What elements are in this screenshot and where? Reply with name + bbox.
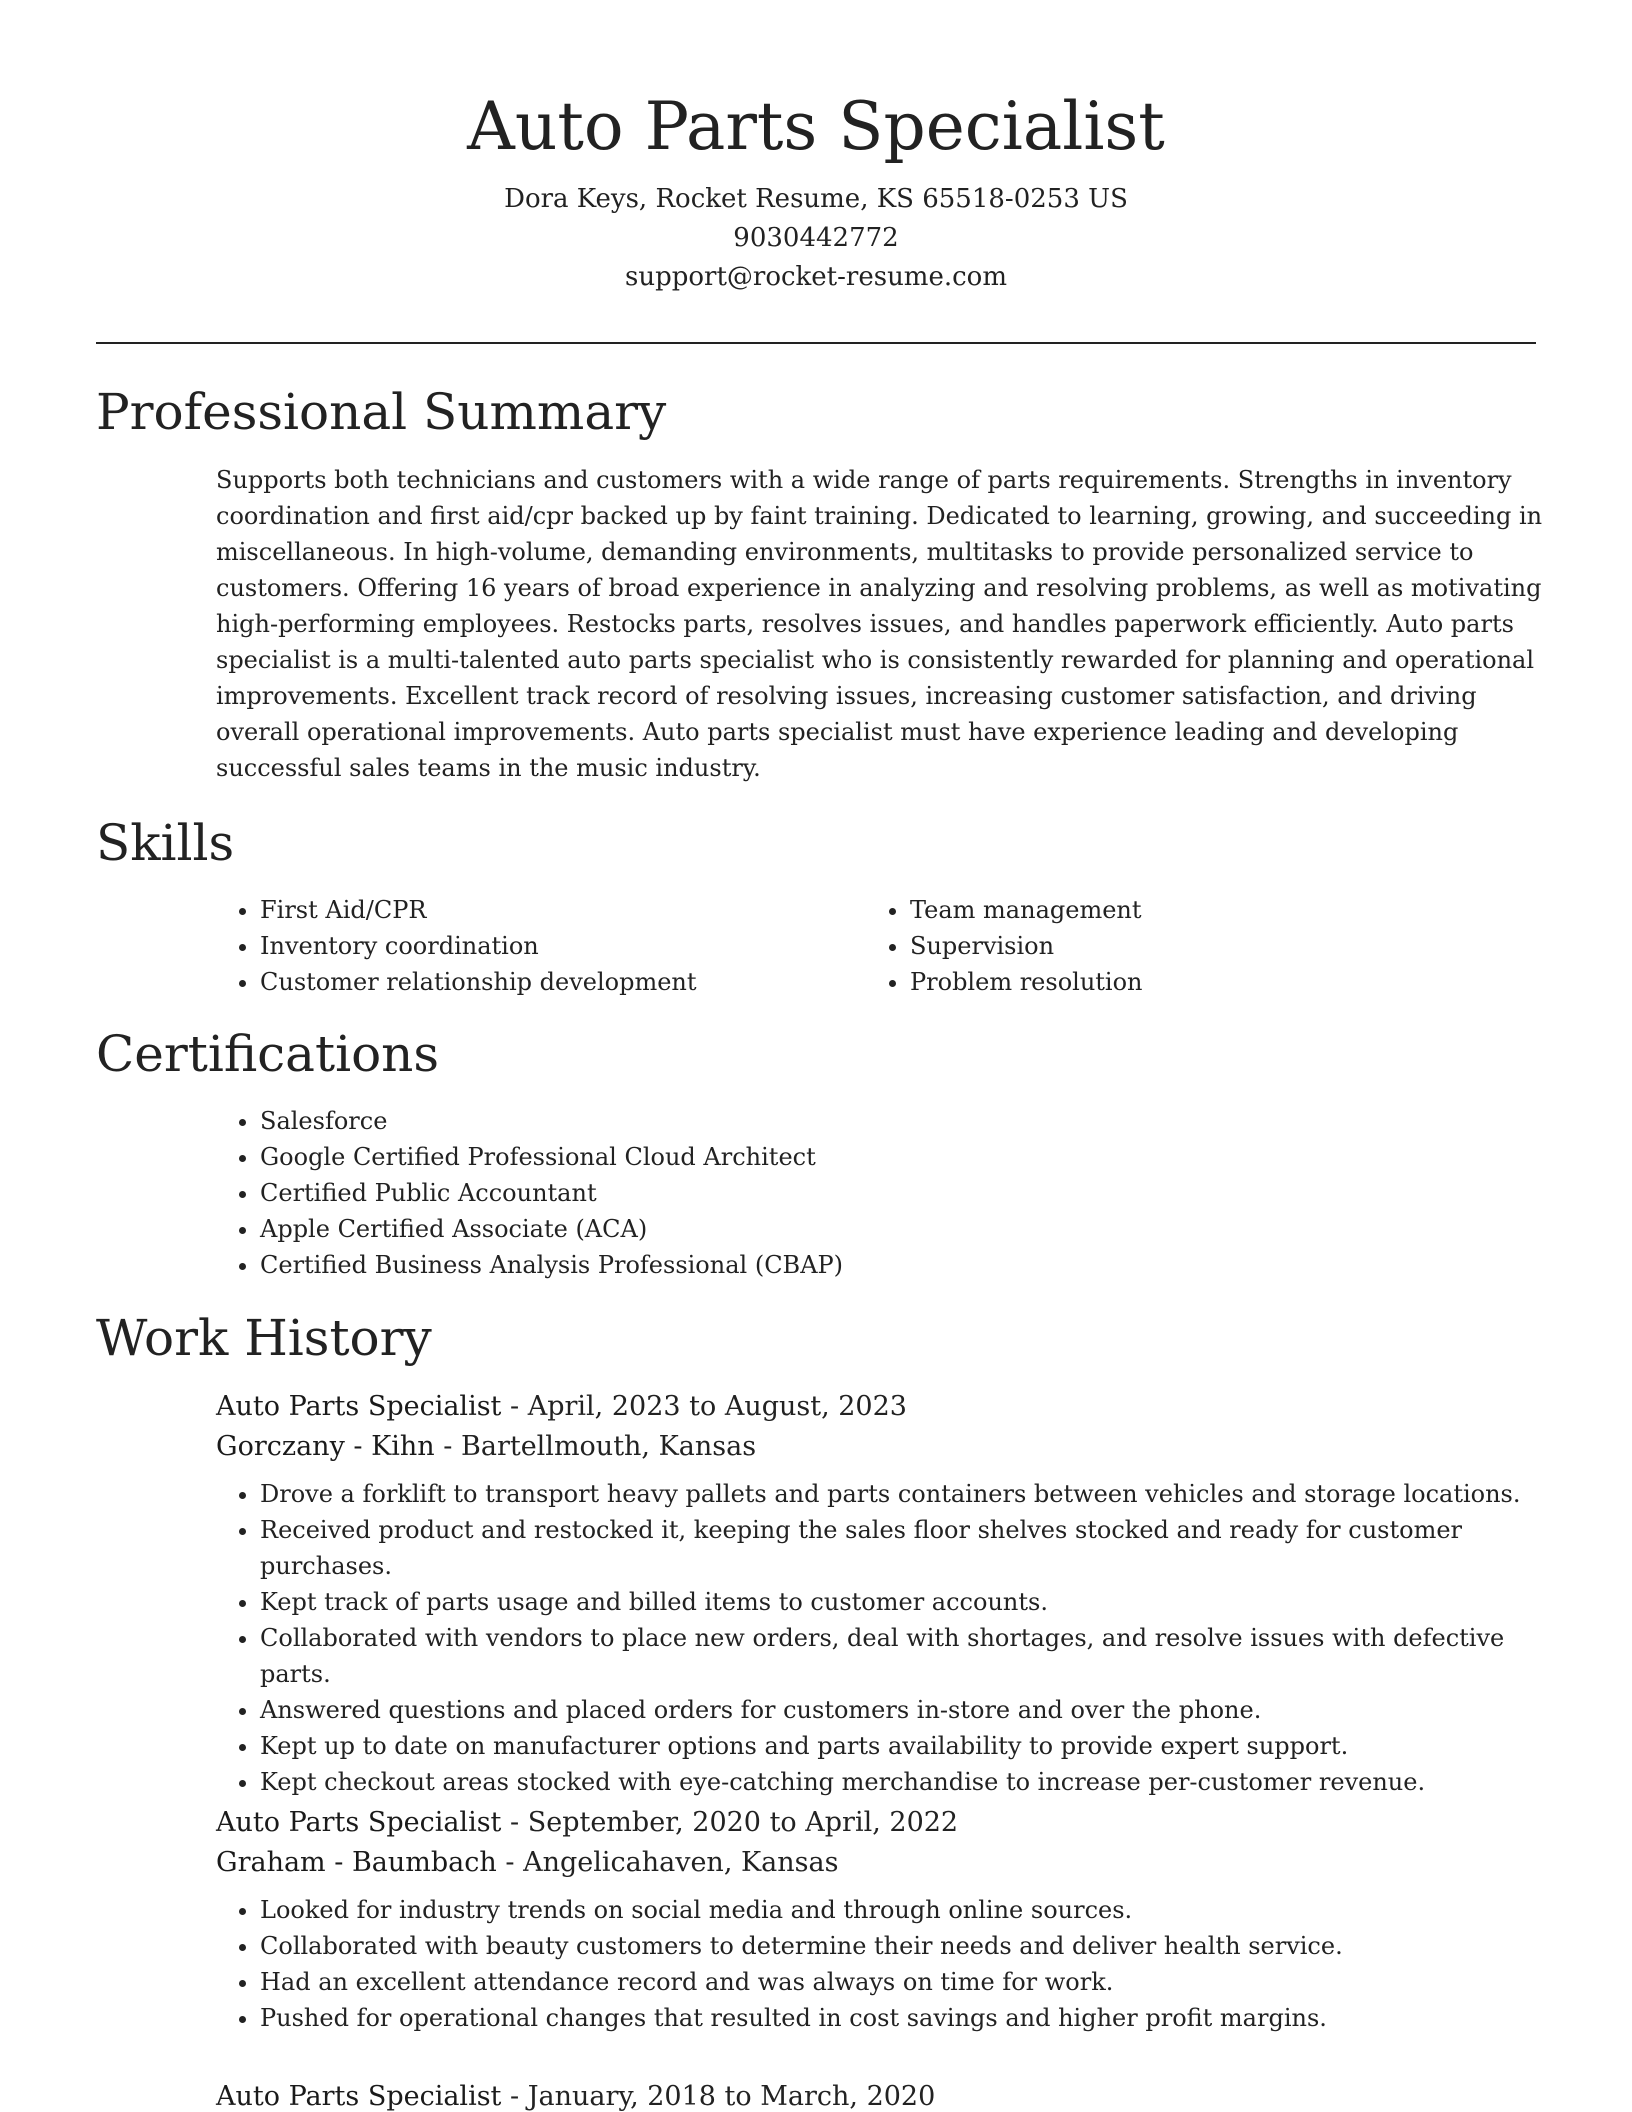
job-title-line bbox=[216, 2077, 1536, 2112]
job-title: Auto Parts Specialist bbox=[216, 1391, 502, 1422]
job-duty-item: • Answered questions and placed orders for customers in-store and over the phone. bbox=[260, 1692, 1536, 1728]
separator: - bbox=[496, 1847, 524, 1878]
skill-item: • Problem resolution bbox=[910, 964, 1143, 1000]
separator: - bbox=[501, 2081, 528, 2112]
skills-right-column bbox=[866, 892, 1143, 1000]
resume-header bbox=[96, 82, 1536, 297]
separator: - bbox=[501, 1391, 528, 1422]
job-entry bbox=[216, 1803, 1536, 2036]
job-duty-item: • Received product and restocked it, keeping the sales floor shelves stocked and ready for customer purchases. bbox=[260, 1512, 1536, 1584]
header-divider bbox=[96, 342, 1536, 344]
skill-item: • Team management bbox=[910, 892, 1143, 928]
certification-item: • Apple Certified Associate (ACA) bbox=[260, 1211, 843, 1247]
section-title-skills: Skills bbox=[96, 814, 235, 872]
job-dates: September, 2020 to April, 2022 bbox=[527, 1807, 959, 1838]
job-duty-item: • Kept up to date on manufacturer options and parts availability to provide expert support. bbox=[260, 1728, 1536, 1764]
section-title-summary: Professional Summary bbox=[96, 383, 667, 441]
job-duty-item: • Drove a forklift to transport heavy pallets and parts containers between vehicles and storage locations. bbox=[260, 1476, 1536, 1512]
summary-text: Supports both technicians and customers with a wide range of parts requirements. Strengths in inventory coordination and first aid/cpr backed up by faint training. Dedicated to learning, growing, and succeeding in miscellaneous. In high-volume, demanding environments, multitasks to provide personalized service to customers. Offering 16 years of broad experience in analyzing and resolving problems, as well as motivating high-performing employees. Restocks parts, resolves issues, and handles paperwork efficiently. Auto parts specialist is a multi-talented auto parts specialist who is consistently rewarded for planning and operational improvements. Excellent track record of resolving issues, increasing customer satisfaction, and driving overall operational improvements. Auto parts specialist must have experience leading and developing successful sales teams in the music industry. bbox=[216, 466, 1543, 782]
job-duty-item: • Had an excellent attendance record and was always on time for work. bbox=[260, 1964, 1536, 2000]
job-duty-item: • Pushed for operational changes that resulted in cost savings and higher profit margins. bbox=[260, 2000, 1536, 2036]
certification-item: • Salesforce bbox=[260, 1103, 843, 1139]
separator: - bbox=[434, 1431, 461, 1462]
job-employer-line bbox=[216, 1427, 1536, 1467]
job-employer: Gorczany - Kihn bbox=[216, 1431, 435, 1462]
job-duty-item: • Collaborated with beauty customers to determine their needs and deliver health service. bbox=[260, 1928, 1536, 1964]
separator: - bbox=[501, 1807, 528, 1838]
job-duty-item: • Kept track of parts usage and billed items to customer accounts. bbox=[260, 1584, 1536, 1620]
job-employer: Graham - Baumbach bbox=[216, 1847, 497, 1878]
skills-left-column bbox=[216, 892, 697, 1000]
job-entry bbox=[216, 2077, 1536, 2112]
skill-item: • Supervision bbox=[910, 928, 1143, 964]
job-duty-item: • Collaborated with vendors to place new orders, deal with shortages, and resolve issues with defective parts. bbox=[260, 1620, 1536, 1692]
certifications-list bbox=[216, 1103, 843, 1283]
job-duty-item: • Looked for industry trends on social media and through online sources. bbox=[260, 1892, 1536, 1928]
job-duty-item: • Kept checkout areas stocked with eye-catching merchandise to increase per-customer revenue. bbox=[260, 1764, 1536, 1800]
contact-email: support@rocket-resume.com bbox=[624, 262, 1007, 292]
certification-item: • Certified Business Analysis Professional (CBAP) bbox=[260, 1247, 843, 1283]
section-title-work-history: Work History bbox=[96, 1309, 432, 1367]
job-title: Auto Parts Specialist bbox=[216, 1807, 502, 1838]
job-dates: April, 2023 to August, 2023 bbox=[527, 1391, 907, 1422]
job-employer-line bbox=[216, 1843, 1536, 1883]
section-title-certifications: Certifications bbox=[96, 1025, 440, 1083]
job-title: Auto Parts Specialist bbox=[216, 2081, 502, 2112]
job-entry bbox=[216, 1387, 1536, 1800]
skill-item: • Customer relationship development bbox=[260, 964, 697, 1000]
job-location: Bartellmouth, Kansas bbox=[461, 1431, 757, 1462]
certification-item: • Certified Public Accountant bbox=[260, 1175, 843, 1211]
job-title-line bbox=[216, 1387, 1536, 1427]
resume-name: Auto Parts Specialist bbox=[467, 88, 1165, 165]
contact-address: Dora Keys, Rocket Resume, KS 65518-0253 US bbox=[504, 184, 1128, 214]
skill-item: • Inventory coordination bbox=[260, 928, 697, 964]
job-title-line bbox=[216, 1803, 1536, 1843]
job-dates: January, 2018 to March, 2020 bbox=[527, 2081, 936, 2112]
job-location: Angelicahaven, Kansas bbox=[523, 1847, 839, 1878]
contact-phone: 9030442772 bbox=[733, 223, 899, 253]
certification-item: • Google Certified Professional Cloud Architect bbox=[260, 1139, 843, 1175]
skill-item: • First Aid/CPR bbox=[260, 892, 697, 928]
